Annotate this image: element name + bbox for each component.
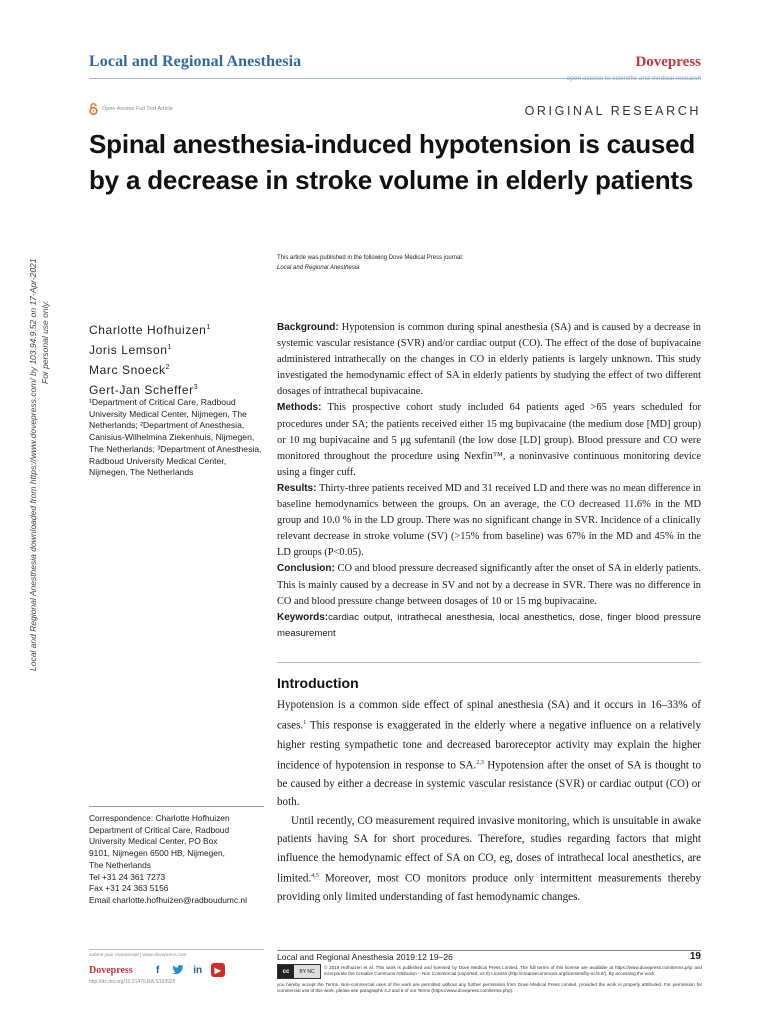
correspondence-address: The Netherlands — [89, 859, 151, 870]
title-line-1: Spinal anesthesia-induced hypotension is caused — [89, 129, 696, 159]
page-number: 19 — [689, 951, 701, 962]
publication-note-journal[interactable]: Local and Regional Anesthesia — [277, 265, 360, 271]
title-line-2: by a decrease in stroke volume in elderly patients — [89, 165, 694, 195]
abstract-methods: Methods: This prospective cohort study included 64 patients aged >65 years scheduled for procedures under SA; the patients received either 15 mg bupivacaine (the medium dose [MD] group) or 10 mg bupivacaine and 5 μg sufentanil (the low dose [LD] group). Blood pressure and CO were monitored throughout the procedure using Nexfin™, a noninvasive continuous monitoring device using a finger cuff. — [277, 402, 701, 478]
footer-citation: Local and Regional Anesthesia 2019:12 19–26 — [277, 952, 453, 962]
correspondence-label: Correspondence: Charlotte Hofhuizen — [89, 813, 230, 823]
publisher-logo[interactable]: Dovepress — [635, 54, 701, 70]
correspondence-tel: Tel +31 24 361 7273 — [89, 871, 166, 882]
correspondence-address: Department of Critical Care, Radboud — [89, 824, 230, 835]
citation-ref[interactable]: 1 — [303, 720, 307, 727]
cc-license-badge[interactable] — [277, 964, 321, 979]
section-heading-introduction: Introduction — [277, 675, 359, 691]
author-item[interactable]: Gert-Jan Scheffer$^3$ — [89, 383, 199, 397]
citation-ref[interactable]: 2,3 — [476, 759, 484, 766]
affiliations — [89, 397, 264, 479]
download-watermark — [28, 196, 56, 671]
citation-ref[interactable]: 4,5 — [311, 873, 319, 880]
correspondence-email[interactable]: Email charlotte.hofhuizen@radboudumc.nl — [89, 894, 247, 905]
article-type: ORIGINAL RESEARCH — [524, 104, 701, 118]
author-list — [89, 319, 211, 399]
abstract — [277, 320, 701, 642]
abstract-divider — [277, 662, 701, 663]
license-text: © 2019 Hofhuizen et al. This work is published and licensed by Dove Medical Press Limited. The full terms of this license are available at https://www.dovepress.com/terms.php and incorporate the Creative Commons Attribution – Non Commercial (unported, v3.0) License (http://creativecommons.org/licenses/by-nc/3.0/). By accessing the work — [324, 965, 702, 977]
abstract-results: Results: Thirty-three patients received MD and 31 received LD and there was no mean difference in baseline hemodynamics between the groups. On an average, the CO decreased 11.6% in the MD group and 10.0 % in the LD group. There was no significant change in SVR. Incidence of a clinically relevant decrease in stroke volume (SV) (>15% from baseline) was 67% in the MD and 45% in the LD groups (P<0.05). — [277, 482, 702, 559]
correspondence-address: University Medical Center, PO Box — [89, 836, 218, 847]
author-item[interactable]: Charlotte Hofhuizen$^1$ — [89, 323, 211, 337]
watermark-line-2: For personal use only. — [40, 300, 50, 384]
doi-link[interactable]: http://dx.doi.org/10.2147/LRA.S193925 — [89, 979, 176, 985]
facebook-icon[interactable]: f — [156, 964, 160, 976]
abstract-background: Background: Hypotension is common during spinal anesthesia (SA) and is caused by a decrease in systemic vascular resistance (SVR) and/or cardiac output (CO). The effect of the dose of bupivacaine administered intrathecally on the changes in CO in elderly patients is largely unknown. This study investigated the hemodynamic effect of SA in elderly patients by studying the effect of two different dosages of intrathecal bupivacaine. — [277, 322, 701, 398]
correspondence-divider — [89, 806, 264, 807]
correspondence-address: 9101, Nijmegen 6500 HB, Nijmegen, — [89, 848, 225, 859]
linkedin-icon[interactable]: in — [193, 964, 203, 976]
license-text-continued: you hereby accept the Terms. Non-commercial uses of the work are permitted without any further permission from Dove Medical Press Limited, provided the work is properly attributed. For permission for commercial use of this work, please see paragraphs 4.2 and 5 of our Terms (https://www.dovepress.com/terms.php). — [277, 982, 702, 994]
introduction-body — [277, 696, 701, 907]
abstract-keywords: Keywords:cardiac output, intrathecal anesthesia, local anesthetics, dose, finger blood pressure measurement — [277, 611, 701, 639]
intro-paragraph: Hypotension is a common side effect of spinal anesthesia (SA) and it occurs in 16–33% of cases.$^1$ This response is exaggerated in the elderly where a negative influence on a relatively higher resting sympathetic tone and decreased baroreceptor activity may explain the higher incidence of hypotension in response to SA.$^{2,3}$ Hypotension after the onset of SA is thought to be caused by either a decrease in systemic vascular resistance (SVR) or cardiac output (CO) or both. — [277, 699, 701, 809]
open-access-icon — [89, 103, 98, 115]
twitter-icon[interactable] — [171, 963, 185, 977]
journal-name[interactable]: Local and Regional Anesthesia — [89, 53, 302, 70]
submit-manuscript-link[interactable]: submit your manuscript | www.dovepress.com — [89, 949, 264, 958]
author-item[interactable]: Marc Snoeck$^2$ — [89, 363, 171, 377]
cc-by-nc-icon: BY NC — [294, 965, 320, 978]
intro-paragraph: Until recently, CO measurement required invasive monitoring, which is unsuitable in awake patients having SA for short procedures. Therefore, studies regarding factors that might influence the hemodynamic effect of SA on CO, eg, doses of intrathecal local anesthetics, are limited.$^{4,5}$ Moreover, most CO monitors produce only intermittent measurements thereby providing only limited understanding of fast hemodynamic changes. — [277, 814, 701, 904]
affiliations-text: ¹Department of Critical Care, Radboud University Medical Center, Nijmegen, The Netherlands; ²Department of Anesthesia, Canisius-Wilhelmina Ziekenhuis, Nijmegen, The Netherlands; ³Department of Anesthesia, Radboud University Medical Center, Nijmegen, The Netherlands — [89, 397, 262, 478]
abstract-conclusion: Conclusion: CO and blood pressure decreased significantly after the onset of SA in elderly patients. This is mainly caused by a decrease in SV and not by a decrease in SVR. There was no difference in CO and blood pressure change between dosages of 10 or 15 mg bupivacaine. — [277, 563, 701, 607]
article-title — [89, 126, 709, 198]
footer-brand — [89, 949, 264, 985]
open-access-label — [89, 103, 173, 115]
footer-logo-row — [89, 963, 264, 977]
cc-icon: cc — [278, 965, 294, 978]
publisher-tagline: open access to scientific and medical research — [566, 75, 701, 82]
youtube-icon[interactable]: ▶ — [211, 963, 225, 977]
correspondence-fax: Fax +31 24 363 5156 — [89, 883, 169, 894]
publication-note-text: This article was published in the following Dove Medical Press journal: — [277, 255, 464, 261]
author-item[interactable]: Joris Lemson$^1$ — [89, 343, 173, 357]
footer-divider — [277, 950, 701, 951]
footer-publisher-logo[interactable]: Dovepress — [89, 964, 133, 976]
correspondence-block — [89, 813, 269, 907]
watermark-line-1: Local and Regional Anesthesia downloaded from https://www.dovepress.com/ by 103.94.9.52 on 17-Apr-2021 — [28, 258, 38, 671]
open-access-text: Open Access Full Text Article — [102, 106, 173, 112]
publication-note — [277, 253, 463, 273]
